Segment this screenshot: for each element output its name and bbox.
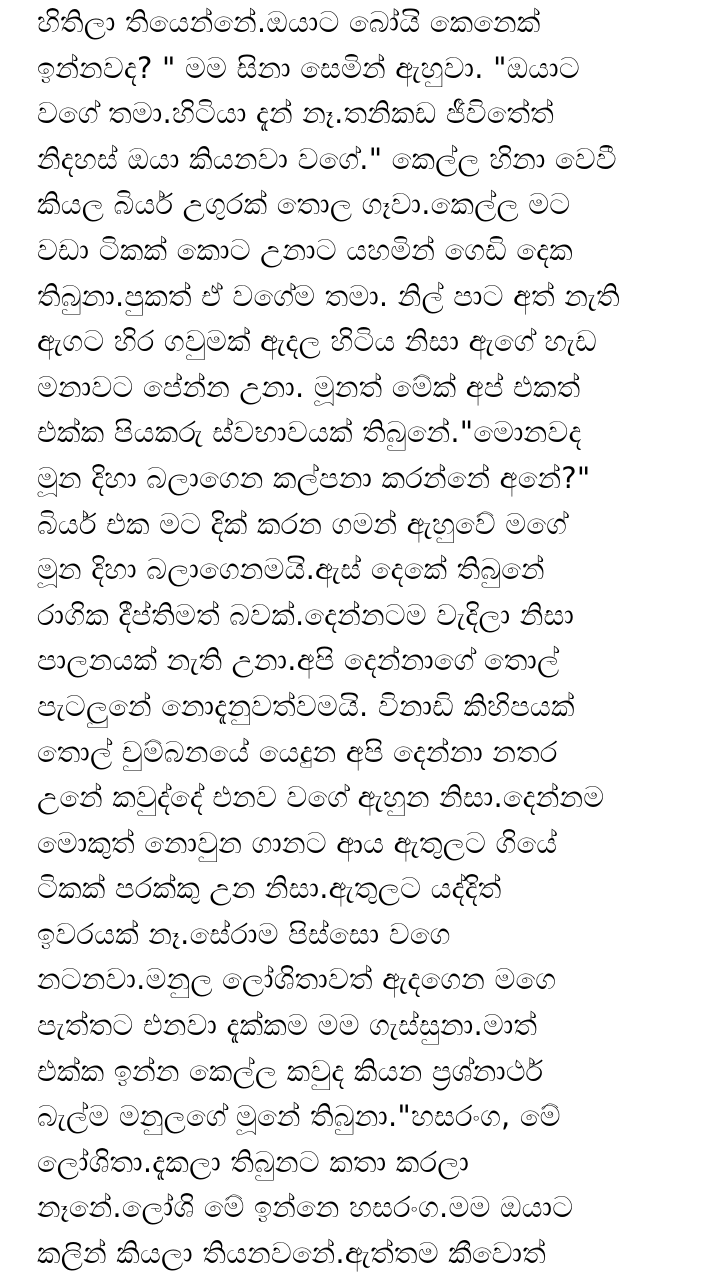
text-line: නටනවා.මනුල ලෝශිතාවත් ඇදගෙන මගෙ [37, 962, 557, 997]
text-line: ඇගට හිර ගවුමක් ඇදල හිටිය නිසා ඇගේ හැඩ [37, 324, 597, 359]
text-line: රාගික දීප්තිමත් බවක්.දෙන්නටම වැදිලා නිසා [37, 597, 575, 632]
text-line: ටිකක් පරක්කු උන නිසා.ඇතුලට යද්දිත් [37, 871, 502, 906]
text-line: පැත්තට එනවා දැක්කම මම ගැස්සුනා.මාත් [37, 1008, 538, 1043]
text-line: මූන දිහා බලාගෙනමයි.ඇස් දෙකේ තිබුනේ [37, 552, 545, 587]
text-line: තොල් චුම්බනයේ යෙදුන අපි දෙන්නා නතර [37, 734, 558, 769]
text-line: නිදහස් ඔයා කියනවා වගේ." කෙල්ල හිනා වෙවී [37, 141, 617, 176]
text-line: බියර් එක මට දික් කරන ගමන් ඇහුවේ මගේ [37, 506, 568, 541]
text-line: ඉවරයක් නෑ.සේරාම පිස්සො වගෙ [37, 916, 451, 951]
text-line: පැටලුනේ නොදැනුවත්වමයි. විනාඩි කිහිපයක් [37, 688, 575, 723]
text-line: උනේ කවුද්දේ එනව වගේ ඇහුන නිසා.දෙන්නම [37, 780, 605, 815]
text-line: මනාවට පේන්න උනා. මූනත් මේක් අප් එකත් [37, 369, 581, 404]
text-line: ලෝශිතා.දැකලා තිබුනට කතා කරලා [37, 1144, 470, 1179]
text-line: තිබුනා.පුකත් ඒ වගේම තමා. නිල් පාට අත් නැති [37, 278, 620, 313]
text-line: කියල බියර් උගුරක් තොල ගෑවා.කෙල්ල මට [37, 187, 571, 222]
text-line: බැල්ම මනුලගේ මූනේ තිබුනා."හසරංග, මේ [37, 1099, 561, 1134]
text-line: එක්ක ඉන්න කෙල්ල කවුද කියන ප්‍රශ්නාර්ථ [37, 1053, 544, 1088]
text-line: වගේ තමා.හිටියා දැන් නෑ.තනිකඩ ජීවිතේත් [37, 96, 554, 131]
text-line: එක්ක පියකරු ස්වභාවයක් තිබුනේ."මොනවද [37, 415, 582, 450]
text-line: හිතිලා තියෙන්නේ.ඔයාට බෝයි කෙනෙක් [37, 5, 541, 39]
story-text [37, 0, 705, 1277]
text-line: වඩා ටිකක් කොට උනාට යහමින් ගෙඩි දෙක [37, 232, 573, 267]
text-line: මොකුත් නොවුන ගානට ආය ඇතුලට ගියේ [37, 825, 558, 860]
text-line: කලින් කියලා තියනවනේ.ඇත්තම කීවොත් [37, 1236, 547, 1271]
text-line: පාලනයක් නැති උනා.අපි දෙන්නාගේ තොල් [37, 643, 560, 678]
text-line: මූන දිහා බලාගෙන කල්පනා කරන්නේ අනේ?" [37, 460, 591, 495]
text-line: නෑනේ.ලෝශි මේ ඉන්නෙ හසරංග.මම ඔයාට [37, 1190, 574, 1225]
text-line: ඉන්නවද? " මම සිනා සෙමින් ඇහුවා. "ඔයාට [37, 50, 580, 85]
